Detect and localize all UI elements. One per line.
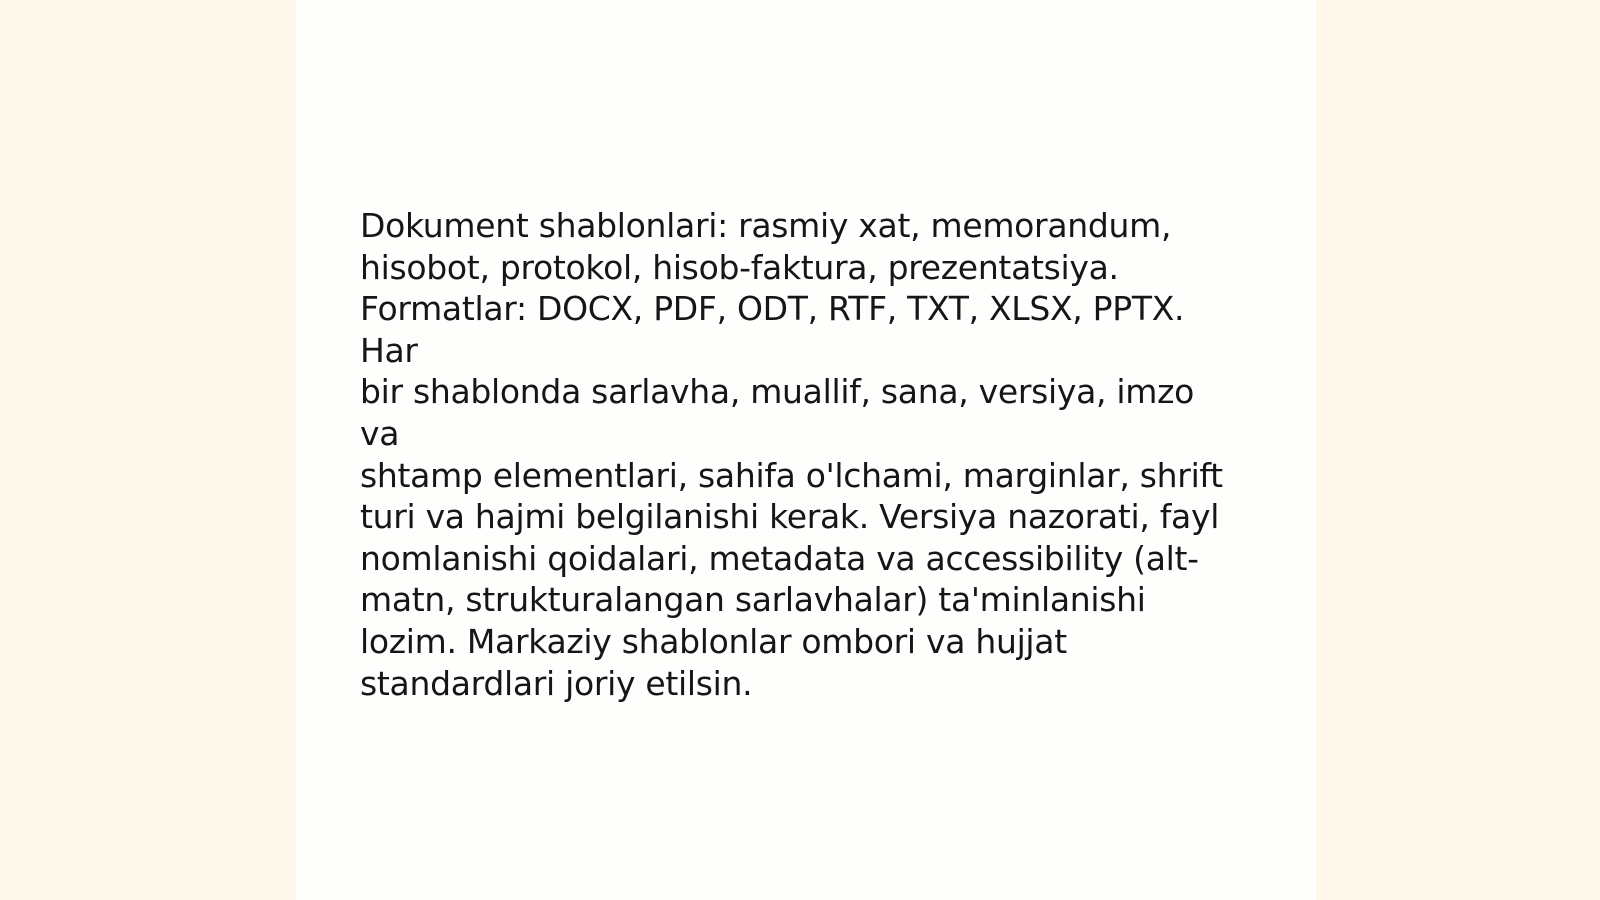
document-page [296, 0, 1316, 900]
body-paragraph: Dokument shablonlari: rasmiy xat, memorandum, hisobot, protokol, hisob-faktura, prezentatsiya. Formatlar: DOCX, PDF, ODT, RTF, TXT, XLSX, PPTX. Har bir shablonda sarlavha, muallif, sana, versiya, imzo va shtamp elementlari, sahifa o'lchami, marginlar, shrift turi va hajmi belgilanishi kerak. Versiya nazorati, fayl nomlanishi qoidalari, metadata va accessibility (alt- matn, strukturalangan sarlavhalar) ta'minlanishi lozim. Markaziy shablonlar ombori va hujjat standardlari joriy etilsin. [360, 206, 1223, 703]
